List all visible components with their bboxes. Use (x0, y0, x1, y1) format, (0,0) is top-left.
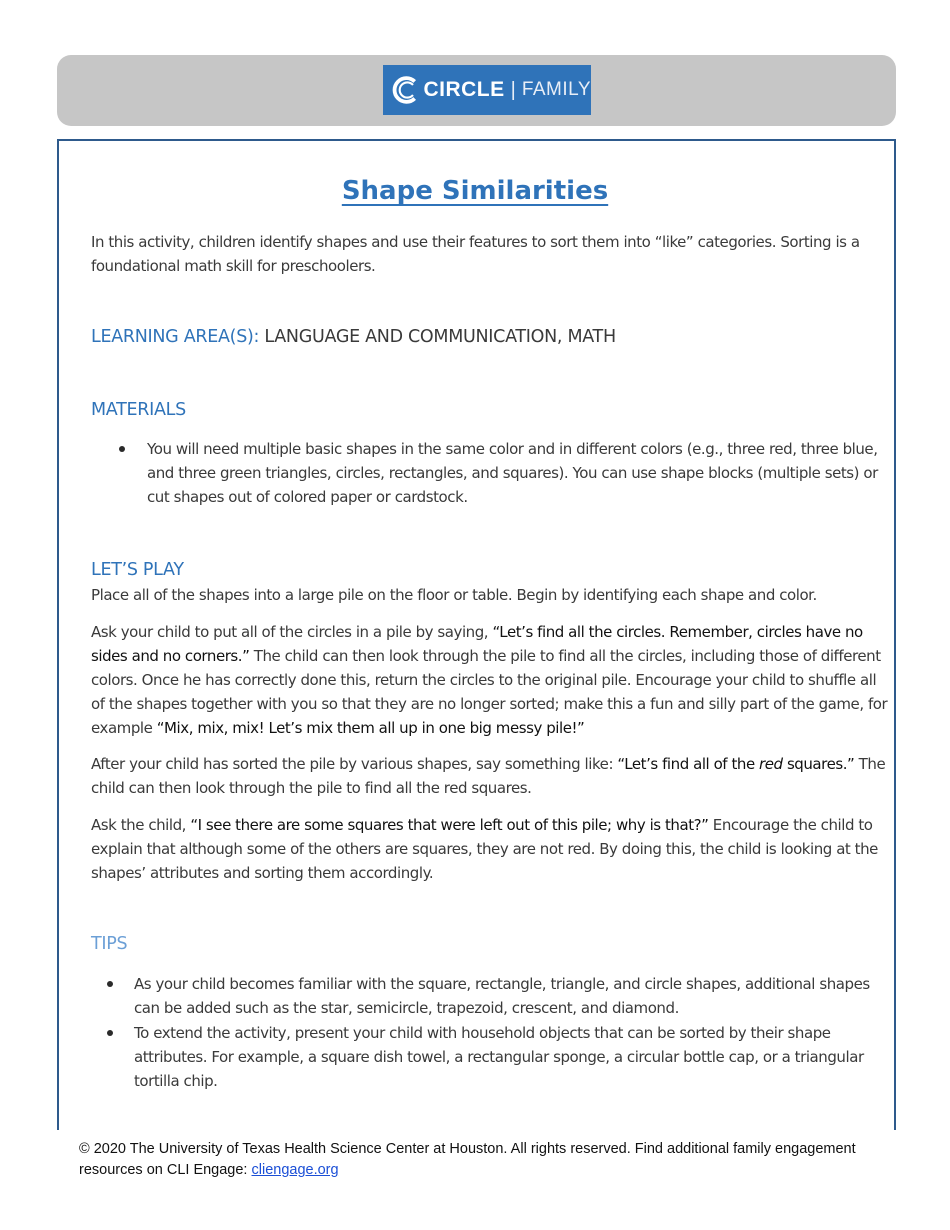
intro-paragraph: In this activity, children identify shapes and use their features to sort them into “like” categories. Sorting is a foundational math skill for preschoolers. (91, 233, 860, 275)
list-item (105, 1021, 895, 1093)
tip-text: As your child becomes familiar with the square, rectangle, triangle, and circle shapes, additional shapes can be added such as the star, semicircle, trapezoid, crescent, and diamond. (134, 975, 870, 1017)
lets-play-heading: LET’S PLAY (91, 560, 184, 580)
list-item (105, 972, 895, 1020)
tip-text: To extend the activity, present your child with household objects that can be sorted by their shape attributes. For example, a square dish towel, a rectangular sponge, a circular bottle cap, or a triangular tortilla chip. (134, 1024, 864, 1090)
p3-quote-emphasis: red (759, 755, 783, 773)
logo-separator: | (510, 78, 516, 101)
p2-text-a: Ask your child to put all of the circles in a pile by saying, (91, 623, 493, 641)
bullet-dot-icon (119, 446, 125, 452)
learning-areas-heading (91, 327, 616, 347)
footer-text: © 2020 The University of Texas Health Science Center at Houston. All rights reserved. Find additional family engagement resources on CLI Engage: (79, 1141, 856, 1178)
materials-list (117, 437, 892, 509)
tips-list (105, 972, 895, 1093)
bullet-dot-icon (107, 981, 113, 987)
cliengage-link[interactable]: cliengage.org (251, 1162, 339, 1178)
circle-family-logo (383, 65, 591, 115)
lets-play-paragraph-4 (91, 813, 891, 885)
p4-text-b: Encourage the child to explain that although some of the others are squares, they are not red. By doing this, the child is looking at the shapes’ attributes and sorting them accordingly. (91, 816, 878, 882)
lets-play-paragraph-1: Place all of the shapes into a large pile on the floor or table. Begin by identifying each shape and color. (91, 586, 817, 604)
bullet-dot-icon (107, 1030, 113, 1036)
lets-play-paragraph-2 (91, 620, 891, 740)
list-item (117, 437, 892, 509)
logo-suffix: FAMILY (521, 79, 591, 100)
learning-areas-value: LANGUAGE AND COMMUNICATION, MATH (259, 327, 616, 347)
p3-quote-a: “Let’s find all of the (617, 755, 760, 773)
materials-item-text: You will need multiple basic shapes in the same color and in different colors (e.g., three red, three blue, and three green triangles, circles, rectangles, and squares). You can use shape blocks (multiple sets) or cut shapes out of colored paper or cardstock. (147, 440, 878, 506)
footer-copyright (79, 1139, 899, 1181)
p2-text-b: The child can then look through the pile to find all the circles, including those of different colors. Once he has correctly done this, return the circles to the original pile. Encourage your child to shuffle all of the shapes together with you so that they are no longer sorted; make this a fun and silly part of the game, for example (91, 647, 888, 737)
p3-text-b: The child can then look through the pile to find all the red squares. (91, 755, 886, 797)
p3-quote-b: squares.” (782, 755, 855, 773)
p4-quote: “I see there are some squares that were left out of this pile; why is that?” (190, 816, 709, 834)
circle-logo-icon (391, 72, 421, 108)
p4-text-a: Ask the child, (91, 816, 191, 834)
logo-brand: CIRCLE (423, 78, 505, 101)
learning-areas-label: LEARNING AREA(S): (91, 327, 260, 347)
tips-heading: TIPS (91, 934, 128, 954)
lets-play-paragraph-3 (91, 752, 891, 800)
p3-text-a: After your child has sorted the pile by various shapes, say something like: (91, 755, 618, 773)
p2-quote-circles: “Let’s find all the circles. Remember, circles have no sides and no corners.” (91, 623, 863, 665)
p2-quote-mix: “Mix, mix, mix! Let’s mix them all up in one big messy pile!” (156, 719, 585, 737)
materials-heading: MATERIALS (91, 400, 186, 420)
page-title: Shape Similarities (341, 176, 609, 206)
